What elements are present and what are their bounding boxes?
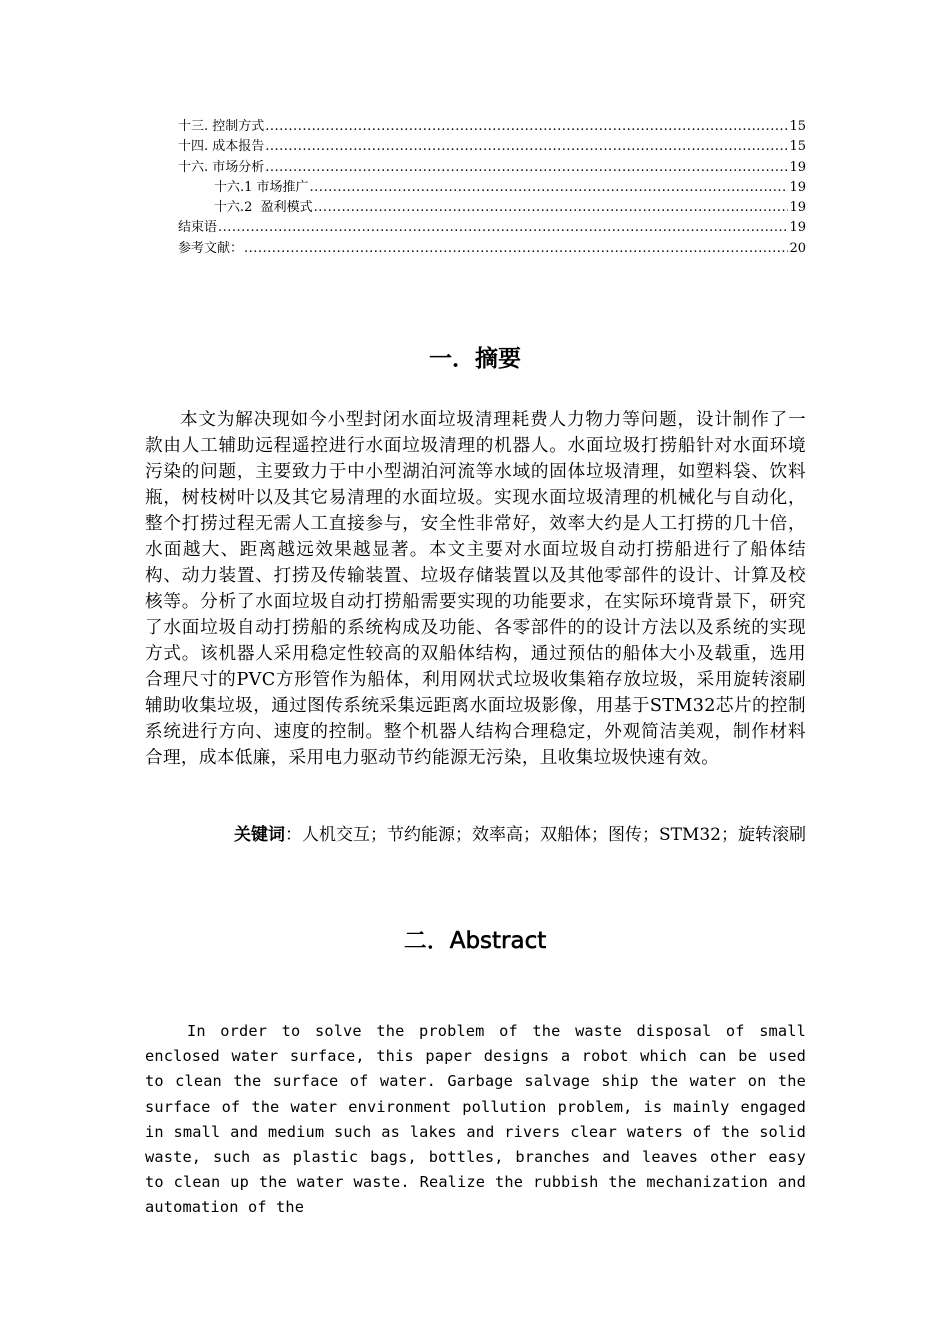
toc-leader-dots (265, 158, 788, 178)
toc-item-page: 19 (789, 220, 806, 236)
toc-item-title: 结束语 (178, 220, 218, 236)
toc-item-page: 15 (789, 139, 806, 155)
toc-subitem[interactable] (178, 178, 806, 198)
toc-subitem[interactable] (178, 198, 806, 218)
abstract-chinese-paragraph: 本文为解决现如今小型封闭水面垃圾清理耗费人力物力等问题，设计制作了一款由人工辅助远程遥控进行水面垃圾清理的机器人。水面垃圾打捞船针对水面环境污染的问题，主要致力于中小型湖泊河流等水域的固体垃圾清理，如塑料袋、饮料瓶，树枝树叶以及其它易清理的水面垃圾。实现水面垃圾清理的机械化与自动化，整个打捞过程无需人工直接参与，安全性非常好，效率大约是人工打捞的几十倍，水面越大、距离越远效果越显著。本文主要对水面垃圾自动打捞船进行了船体结构、动力装置、打捞及传输装置、垃圾存储装置以及其他零部件的设计、计算及校核等。分析了水面垃圾自动打捞船需要实现的功能要求，在实际环境背景下，研究了水面垃圾自动打捞船的系统构成及功能、各零部件的的设计方法以及系统的实现方式。该机器人采用稳定性较高的双船体结构，通过预估的船体大小及载重，选用合理尺寸的PVC方形管作为船体，利用网状式垃圾收集箱存放垃圾，采用旋转滚刷辅助收集垃圾，通过图传系统采集远距离水面垃圾影像，用基于STM32芯片的控制系统进行方向、速度的控制。整个机器人结构合理稳定，外观简洁美观，制作材料合理，成本低廉，采用电力驱动节约能源无污染，且收集垃圾快速有效。 (145, 410, 806, 768)
keywords-label: 关键词 (233, 825, 285, 845)
section-heading-abstract-en: 二．Abstract (403, 928, 547, 954)
toc-leader-dots (244, 239, 788, 259)
toc-item[interactable] (178, 137, 806, 157)
keywords-text: ：人机交互；节约能源；效率高；双船体；图传；STM32；旋转滚刷 (284, 825, 806, 845)
toc-leader-dots (265, 117, 788, 137)
toc-leader-dots (314, 198, 789, 218)
toc-item[interactable] (178, 218, 806, 238)
toc-item-title: 十三. 控制方式 (178, 119, 265, 134)
toc-item-page: 19 (789, 200, 806, 216)
toc-item-page: 15 (789, 119, 806, 134)
abstract-english-paragraph: In order to solve the problem of the waste disposal of small enclosed water surface, this paper designs a robot which can be used to clean the surface of water. Garbage salvage ship the water on the surface of the water environment pollution problem, is mainly engaged in small and medium such as lakes and rivers clear waters of the solid waste, such as plastic bags, bottles, branches and leaves other easy to clean up the water waste. Realize the rubbish the mechanization and automation of the (145, 1022, 806, 1217)
toc-item-title: 十四. 成本报告 (178, 139, 265, 155)
toc-item-page: 20 (789, 240, 806, 256)
toc-item[interactable] (178, 239, 806, 259)
table-of-contents (178, 117, 806, 259)
toc-leader-dots (265, 137, 788, 157)
toc-item-title: 十六.2 盈利模式 (214, 200, 313, 216)
toc-item-title: 十六. 市场分析 (178, 159, 265, 175)
keywords-line (145, 822, 806, 848)
toc-item-page: 19 (789, 179, 806, 195)
toc-leader-dots (218, 218, 788, 238)
toc-leader-dots (310, 178, 789, 198)
toc-item[interactable] (178, 158, 806, 178)
toc-item-page: 19 (789, 159, 806, 175)
section-heading-abstract-zh: 一．摘要 (429, 346, 521, 372)
toc-item[interactable] (178, 117, 806, 137)
toc-item-title: 参考文献： (178, 240, 244, 256)
toc-item-title: 十六.1 市场推广 (214, 179, 309, 195)
